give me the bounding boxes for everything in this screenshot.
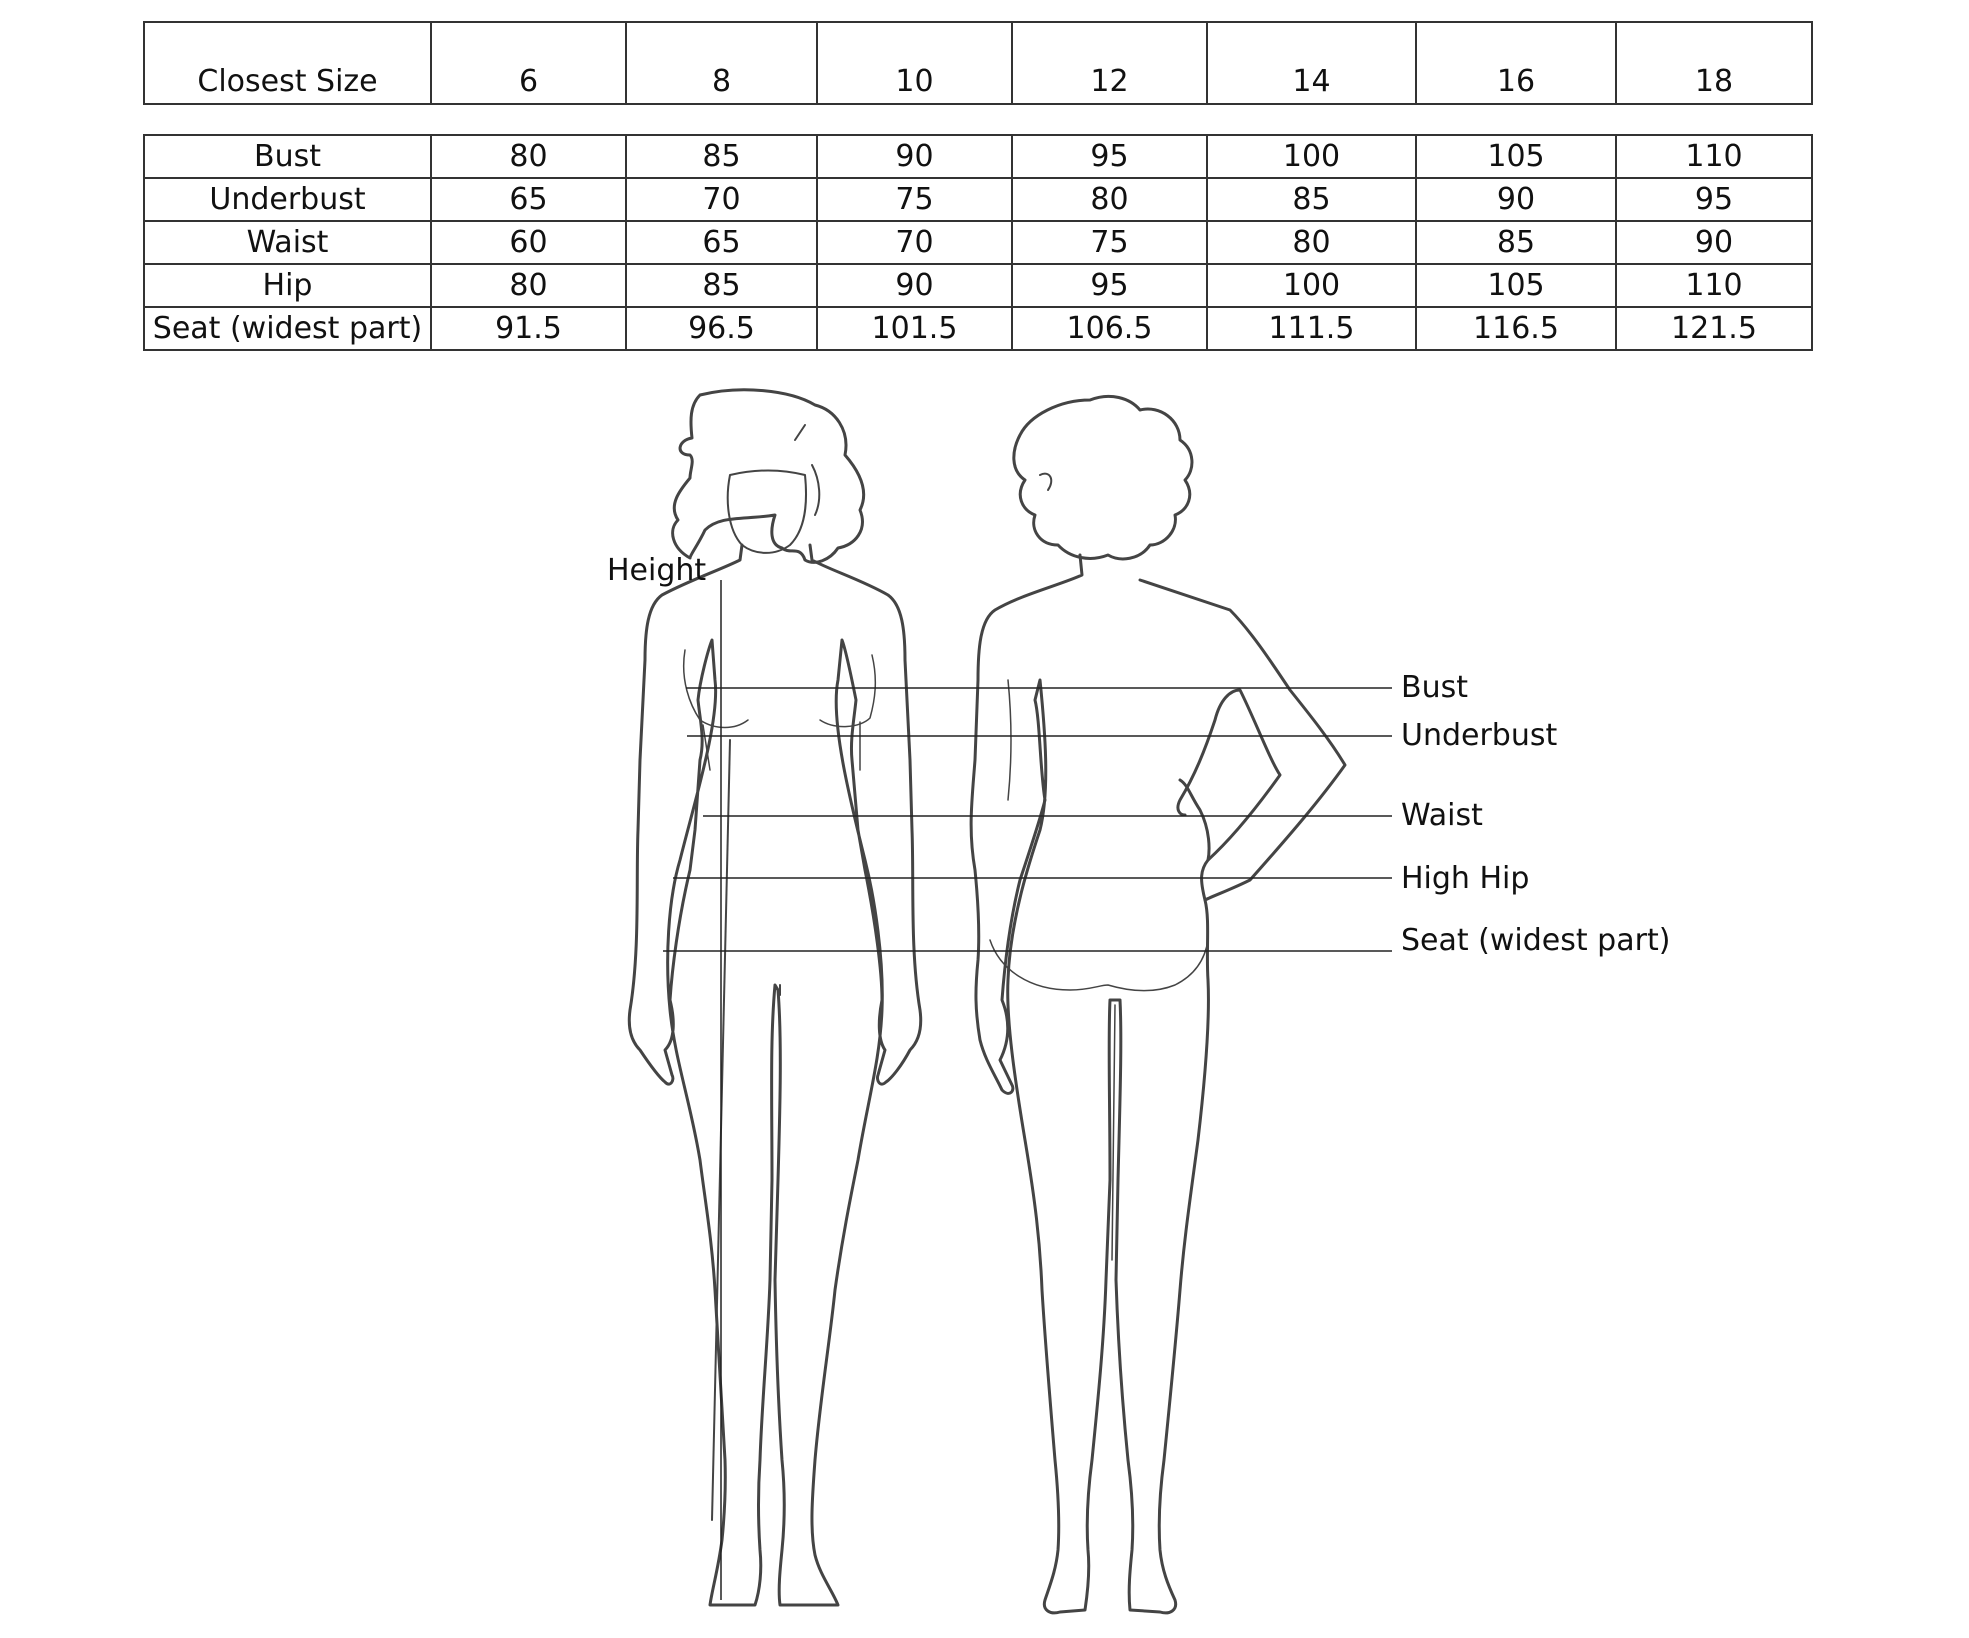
waist-label: Waist [1401, 798, 1483, 833]
table-cell: 101.5 [817, 307, 1012, 350]
table-cell: 65 [626, 221, 817, 264]
size-cell: 18 [1616, 22, 1812, 104]
table-cell: 110 [1616, 135, 1812, 178]
back-buttock-curves [990, 940, 1208, 991]
table-cell: 100 [1207, 135, 1416, 178]
table-cell: 85 [626, 264, 817, 307]
table-cell: 85 [1416, 221, 1616, 264]
front-hair-outline [673, 390, 864, 563]
table-cell: 121.5 [1616, 307, 1812, 350]
table-cell: 80 [431, 264, 626, 307]
size-cell: 14 [1207, 22, 1416, 104]
row-label: Seat (widest part) [144, 307, 431, 350]
table-cell: 90 [1616, 221, 1812, 264]
table-cell: 80 [1207, 221, 1416, 264]
table-cell: 105 [1416, 264, 1616, 307]
table-cell: 111.5 [1207, 307, 1416, 350]
table-cell: 80 [431, 135, 626, 178]
back-arm-akimbo [1140, 580, 1345, 900]
row-label: Bust [144, 135, 431, 178]
high-hip-label: High Hip [1401, 861, 1530, 896]
bust-label: Bust [1401, 670, 1468, 705]
underbust-label: Underbust [1401, 718, 1558, 753]
table-cell: 75 [1012, 221, 1207, 264]
table-cell: 80 [1012, 178, 1207, 221]
table-cell: 95 [1616, 178, 1812, 221]
table-cell: 75 [817, 178, 1012, 221]
table-cell: 60 [431, 221, 626, 264]
table-cell: 91.5 [431, 307, 626, 350]
table-cell: 106.5 [1012, 307, 1207, 350]
table-cell: 105 [1416, 135, 1616, 178]
closest-size-label: Closest Size [144, 22, 431, 104]
table-cell: 70 [817, 221, 1012, 264]
table-cell: 95 [1012, 135, 1207, 178]
height-label: Height [607, 553, 707, 588]
size-cell: 12 [1012, 22, 1207, 104]
front-body-outline [629, 545, 920, 1605]
back-hair-outline [1014, 396, 1192, 559]
table-cell: 90 [1416, 178, 1616, 221]
row-label: Waist [144, 221, 431, 264]
table-cell: 96.5 [626, 307, 817, 350]
back-body-outline [971, 555, 1209, 1613]
table-cell: 95 [1012, 264, 1207, 307]
table-cell: 65 [431, 178, 626, 221]
size-cell: 16 [1416, 22, 1616, 104]
table-cell: 90 [817, 264, 1012, 307]
back-figure-illustration [971, 396, 1345, 1613]
table-cell: 90 [817, 135, 1012, 178]
table-cell: 70 [626, 178, 817, 221]
seat-label: Seat (widest part) [1401, 923, 1671, 958]
front-face-outline [728, 470, 806, 552]
table-cell: 85 [1207, 178, 1416, 221]
table-cell: 110 [1616, 264, 1812, 307]
table-cell: 116.5 [1416, 307, 1616, 350]
size-cell: 10 [817, 22, 1012, 104]
size-cell: 8 [626, 22, 817, 104]
row-label: Hip [144, 264, 431, 307]
table-cell: 100 [1207, 264, 1416, 307]
row-label: Underbust [144, 178, 431, 221]
size-cell: 6 [431, 22, 626, 104]
table-cell: 85 [626, 135, 817, 178]
